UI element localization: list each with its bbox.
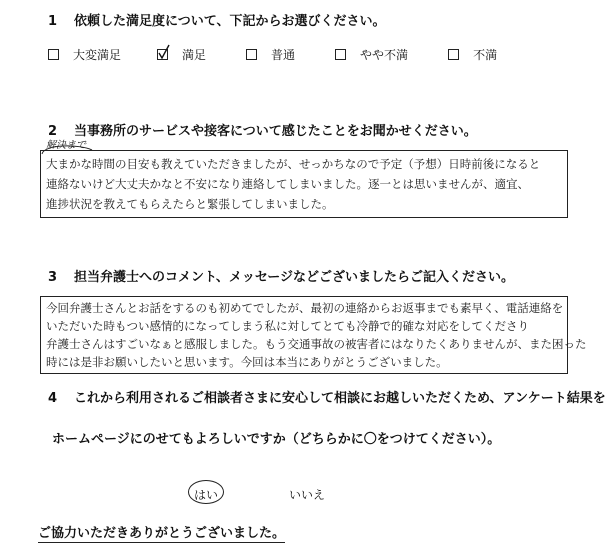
option-very-satisfied[interactable] bbox=[48, 46, 121, 63]
question-1 bbox=[48, 10, 385, 29]
handwritten-tag: 解決まで bbox=[46, 140, 86, 151]
option-label: やや不満 bbox=[360, 48, 409, 62]
answer-2-line-3: 進捗状況を教えてもらえたらと緊張してしまいました。 bbox=[46, 197, 334, 211]
choice-no[interactable]: いいえ bbox=[289, 488, 326, 502]
option-neutral[interactable] bbox=[246, 46, 295, 63]
answer-2-line-2: 連絡ないけど大丈夫かなと不安になり連絡してしまいました。逐一とは思いませんが、適宜、 bbox=[46, 177, 529, 191]
checkmark-icon bbox=[158, 44, 170, 60]
answer-3-line-2: いただいた時もつい感情的になってしまう私に対してとても冷静で的確な対応をしてくださり bbox=[46, 319, 529, 333]
tag-bracket-icon bbox=[40, 142, 94, 156]
closing-message: ご協力いただきありがとうございました。 bbox=[38, 522, 285, 543]
question-4 bbox=[48, 387, 606, 406]
question-2 bbox=[48, 120, 477, 139]
option-label: 不満 bbox=[473, 48, 498, 62]
question-2-text: 当事務所のサービスや接客について感じたことをお聞かせください。 bbox=[74, 124, 477, 139]
question-1-number: 1 bbox=[48, 14, 58, 29]
option-somewhat-dissatisfied[interactable] bbox=[335, 46, 408, 63]
answer-3-line-4: 時には是非お願いしたいと思います。今回は本当にありがとうございました。 bbox=[46, 355, 448, 369]
satisfaction-options bbox=[48, 46, 537, 63]
answer-3-line-1: 今回弁護士さんとお話をするのも初めてでしたが、最初の連絡からお返事までも素早く、電話連絡を bbox=[46, 301, 564, 315]
checkbox[interactable] bbox=[335, 49, 346, 60]
option-label: 大変満足 bbox=[73, 48, 122, 62]
question-3-text: 担当弁護士へのコメント、メッセージなどございましたらご記入ください。 bbox=[74, 270, 515, 285]
option-dissatisfied[interactable] bbox=[448, 46, 497, 63]
checkbox[interactable] bbox=[448, 49, 459, 60]
option-label: 満足 bbox=[182, 48, 207, 62]
checkbox-checked[interactable] bbox=[157, 49, 168, 60]
answer-2-line-1: 大まかな時間の目安も教えていただきましたが、せっかちなので予定（予想）日時前後になると bbox=[46, 157, 541, 171]
question-4-number: 4 bbox=[48, 391, 58, 406]
option-satisfied[interactable] bbox=[157, 46, 206, 63]
option-label: 普通 bbox=[271, 48, 296, 62]
question-1-text: 依頼した満足度について、下記からお選びください。 bbox=[74, 14, 386, 29]
answer-3-line-3: 弁護士さんはすごいなぁと感服しました。もう交通事故の被害者にはなりたくありませんが、また困った bbox=[46, 337, 587, 351]
choice-yes[interactable]: はい bbox=[194, 488, 219, 502]
question-2-number: 2 bbox=[48, 124, 58, 139]
question-4-text-line-1: これから利用されるご相談者さまに安心して相談にお越しいただくため、アンケート結果を bbox=[74, 391, 606, 406]
question-4-line-2 bbox=[52, 428, 500, 447]
checkbox[interactable] bbox=[48, 49, 59, 60]
checkbox[interactable] bbox=[246, 49, 257, 60]
question-3 bbox=[48, 266, 514, 285]
question-4-text-line-2: ホームページにのせてもよろしいですか（どちらかに〇をつけてください）。 bbox=[52, 432, 501, 447]
question-3-number: 3 bbox=[48, 270, 58, 285]
